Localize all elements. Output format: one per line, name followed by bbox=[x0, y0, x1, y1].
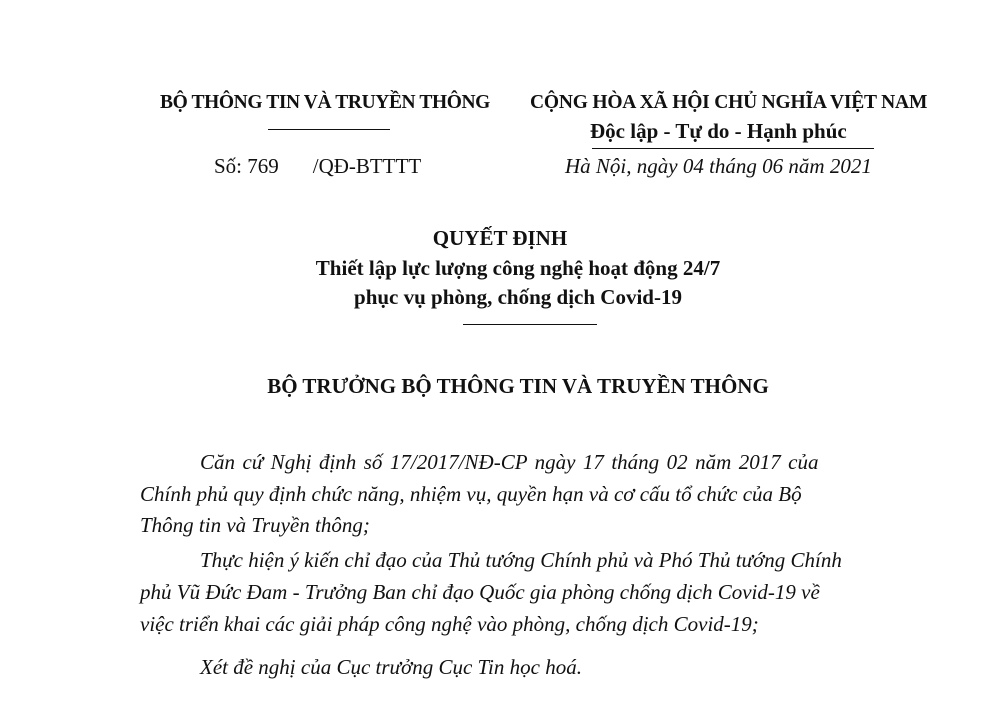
body-line: Xét đề nghị của Cục trưởng Cục Tin học hoá. bbox=[200, 655, 582, 679]
body-line: việc triển khai các giải pháp công nghệ vào phòng, chống dịch Covid-19; bbox=[140, 612, 759, 636]
country-name: CỘNG HÒA XÃ HỘI CHỦ NGHĨA VIỆT NAM bbox=[530, 92, 928, 113]
subject-line-2: phục vụ phòng, chống dịch Covid-19 bbox=[354, 285, 682, 309]
document-number bbox=[214, 154, 421, 179]
subject-line-1: Thiết lập lực lượng công nghệ hoạt động 24/7 bbox=[315, 256, 721, 280]
issuing-authority: BỘ TRƯỞNG BỘ THÔNG TIN VÀ TRUYỀN THÔNG bbox=[267, 374, 769, 398]
place-and-date: Hà Nội, ngày 04 tháng 06 năm 2021 bbox=[565, 154, 872, 178]
agency-underline bbox=[268, 129, 390, 130]
motto-underline bbox=[592, 148, 874, 149]
body-line: phủ Vũ Đức Đam - Trưởng Ban chỉ đạo Quốc gia phòng chống dịch Covid-19 về bbox=[140, 580, 820, 604]
body-line: Căn cứ Nghị định số 17/2017/NĐ-CP ngày 17 tháng 02 năm 2017 của bbox=[200, 450, 819, 474]
body-line: Thông tin và Truyền thông; bbox=[140, 513, 370, 537]
national-motto: Độc lập - Tự do - Hạnh phúc bbox=[590, 119, 847, 143]
document-number-suffix: /QĐ-BTTTT bbox=[312, 154, 422, 178]
issuing-agency: BỘ THÔNG TIN VÀ TRUYỀN THÔNG bbox=[160, 92, 490, 113]
body-line: Thực hiện ý kiến chỉ đạo của Thủ tướng Chính phủ và Phó Thủ tướng Chính bbox=[200, 548, 842, 572]
document-type-heading: QUYẾT ĐỊNH bbox=[432, 226, 568, 250]
title-underline bbox=[463, 324, 597, 325]
body-line: Chính phủ quy định chức năng, nhiệm vụ, quyền hạn và cơ cấu tổ chức của Bộ bbox=[140, 482, 802, 506]
document-number-prefix: Số: 769 bbox=[214, 154, 279, 178]
